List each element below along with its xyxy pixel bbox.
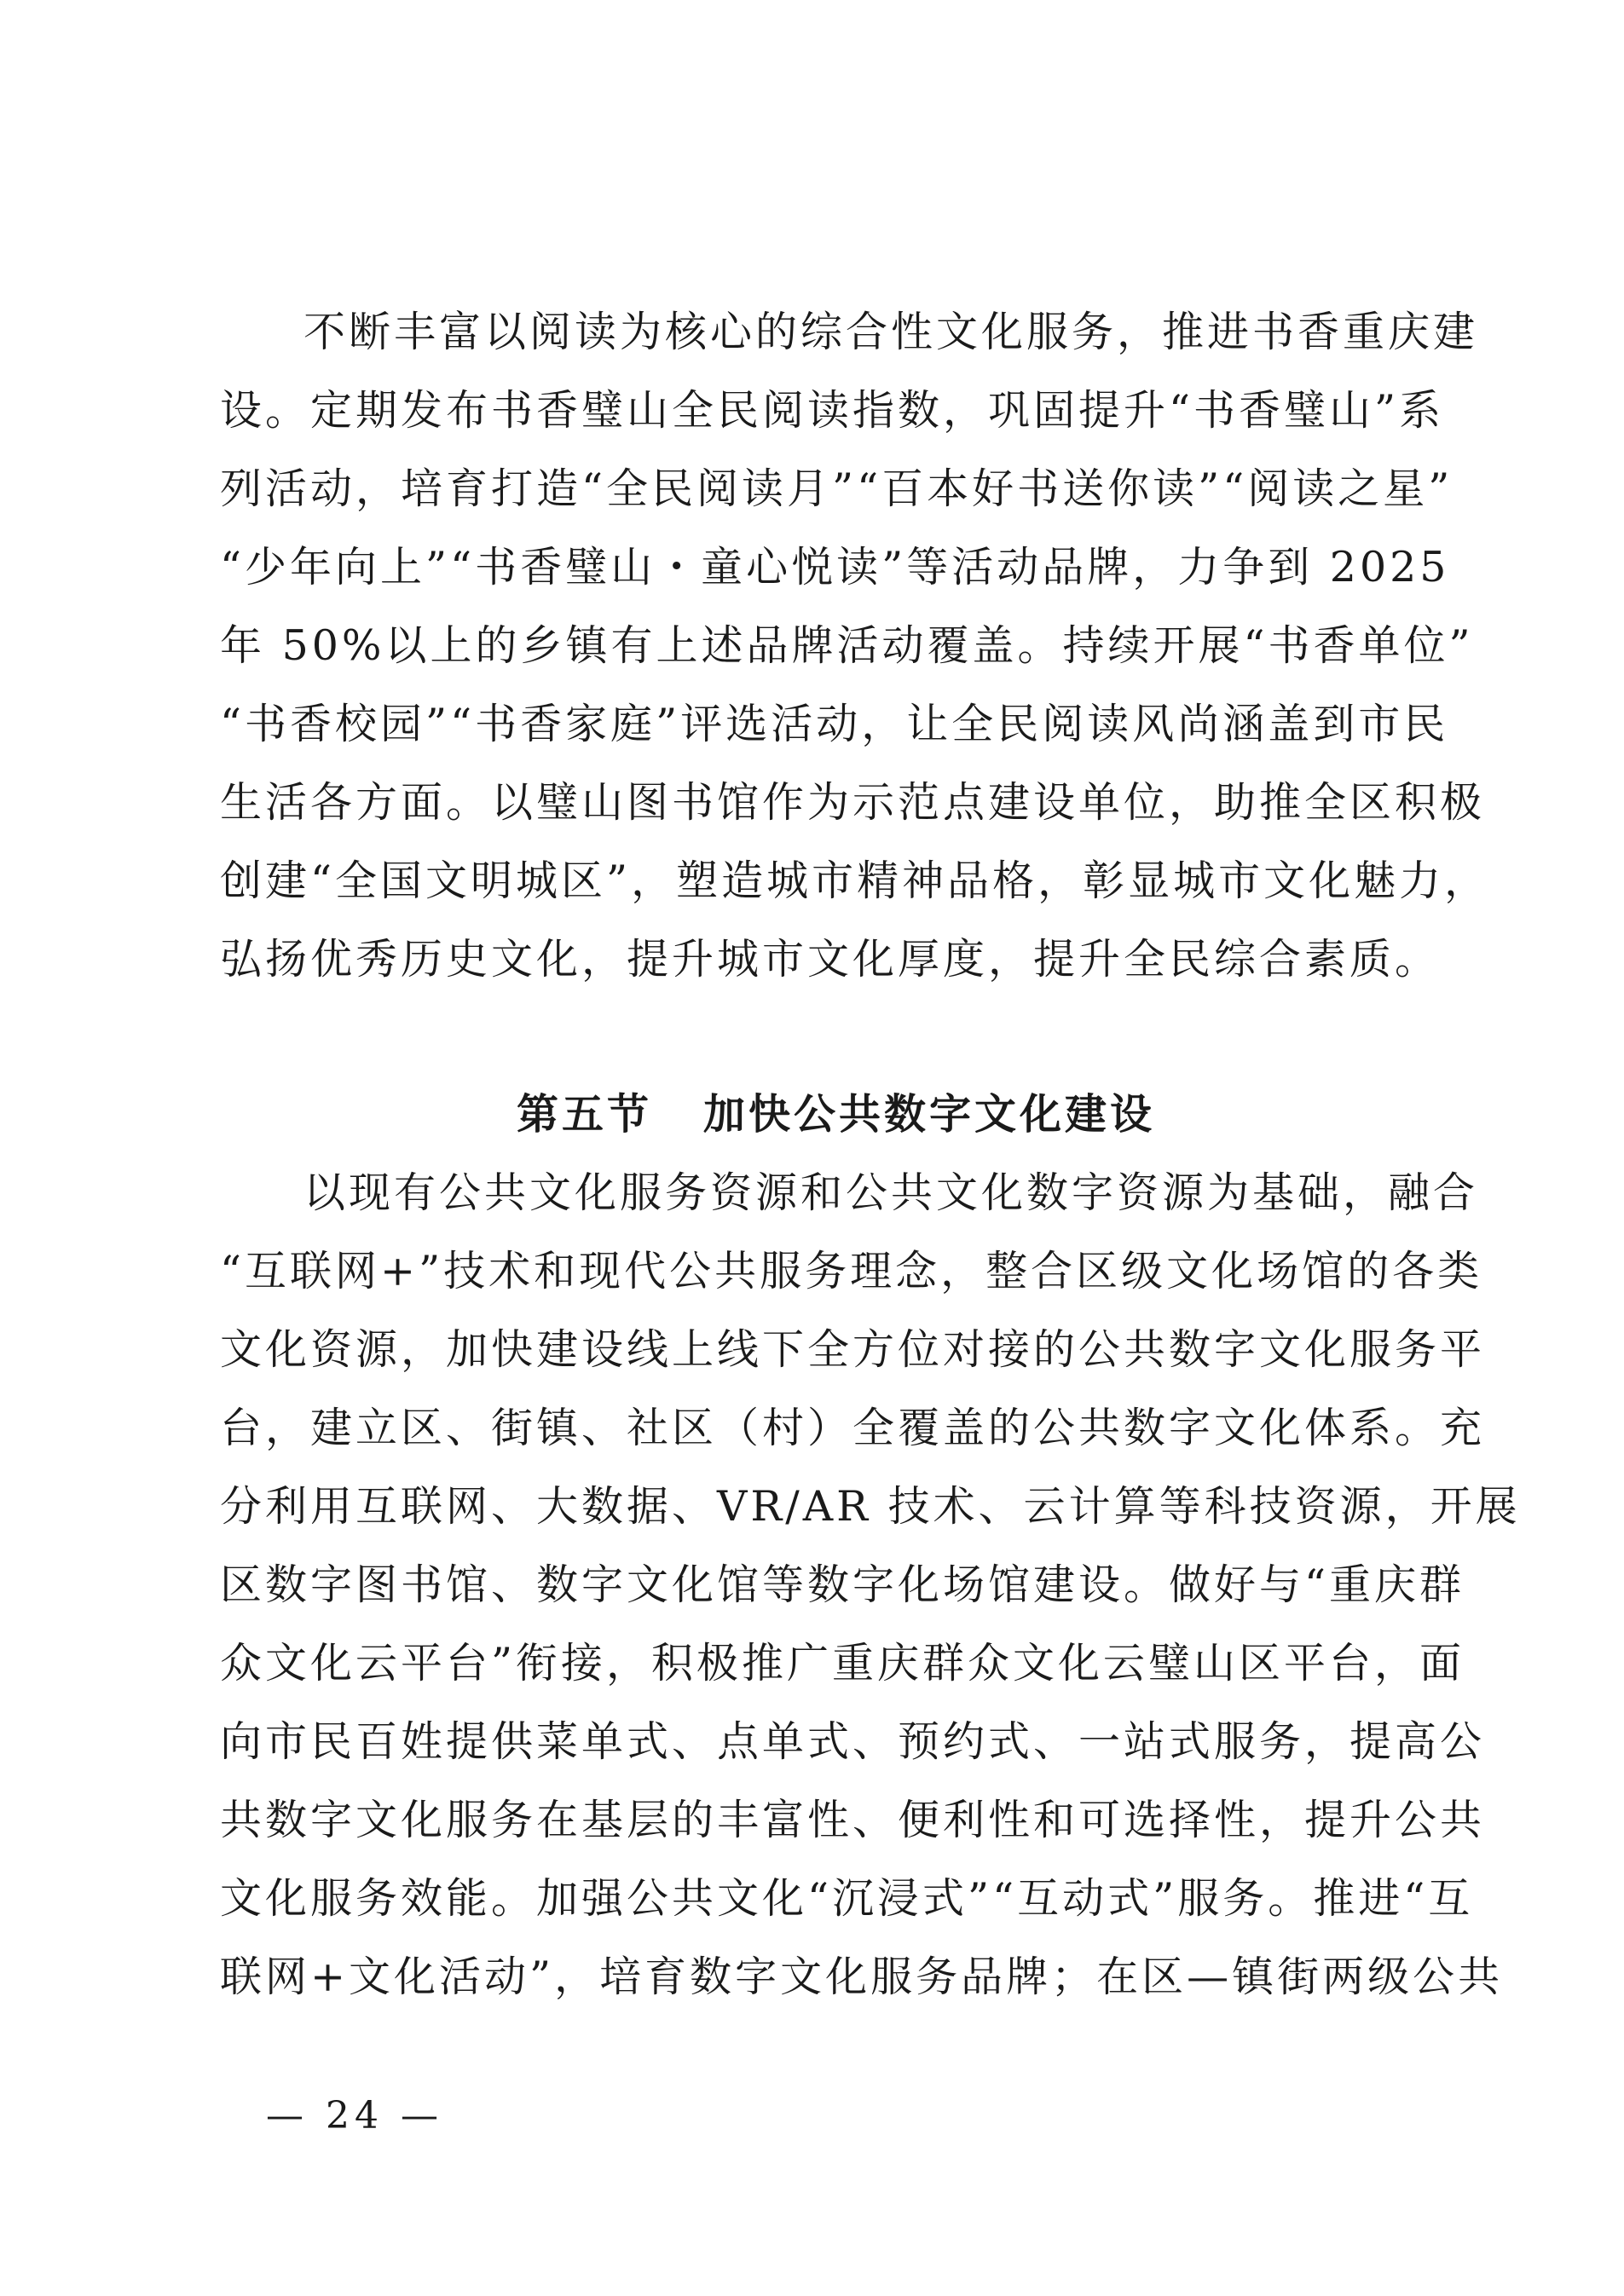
paragraph-line: 区数字图书馆、数字文化馆等数字化场馆建设。做好与“重庆群 [220,1560,1465,1609]
paragraph-line: 共数字文化服务在基层的丰富性、便利性和可选择性，提升公共 [220,1796,1486,1844]
page-number: — 24 — [266,2094,443,2137]
paragraph-line: 文化资源，加快建设线上线下全方位对接的公共数字文化服务平 [220,1325,1486,1374]
paragraph-line: 台，建立区、街镇、社区（村）全覆盖的公共数字文化体系。充 [220,1404,1486,1452]
section-heading [517,1076,1155,1154]
paragraph-line: 向市民百姓提供菜单式、点单式、预约式、一站式服务，提高公 [220,1717,1486,1766]
paragraph-line: 弘扬优秀历史文化，提升城市文化厚度，提升全民综合素质。 [220,935,1441,984]
paragraph-line: 以现有公共文化服务资源和公共文化数字资源为基础，融合 [303,1168,1479,1217]
paragraph-line: 不断丰富以阅读为核心的综合性文化服务，推进书香重庆建 [303,308,1479,356]
paragraph-line: 联网+文化活动”，培育数字文化服务品牌；在区—镇街两级公共 [220,1953,1504,2001]
paragraph-line: “少年向上”“书香璧山・童心悦读”等活动品牌，力争到 2025 [220,543,1450,591]
paragraph-line: 众文化云平台”衔接，积极推广重庆群众文化云璧山区平台，面 [220,1639,1465,1687]
section-number: 第五节 [517,1090,653,1139]
paragraph-line: 年 50%以上的乡镇有上述品牌活动覆盖。持续开展“书香单位” [220,621,1474,670]
paragraph-line: 生活各方面。以璧山图书馆作为示范点建设单位，助推全区积极 [220,778,1486,827]
paragraph-line: 设。定期发布书香璧山全民阅读指数，巩固提升“书香璧山”系 [220,386,1445,435]
paragraph-line: 列活动，培育打造“全民阅读月”“百本好书送你读”“阅读之星” [220,464,1454,513]
section-title: 加快公共数字文化建设 [703,1090,1156,1139]
paragraph-line: “互联网+”技术和现代公共服务理念，整合区级文化场馆的各类 [220,1247,1483,1295]
paragraph-line: 分利用互联网、大数据、VR/AR 技术、云计算等科技资源，开展 [220,1482,1521,1531]
paragraph-line: “书香校园”“书香家庭”评选活动，让全民阅读风尚涵盖到市民 [220,700,1449,748]
paragraph-line: 文化服务效能。加强公共文化“沉浸式”“互动式”服务。推进“互 [220,1874,1474,1923]
paragraph-line: 创建“全国文明城区”，塑造城市精神品格，彰显城市文化魅力， [220,857,1490,905]
